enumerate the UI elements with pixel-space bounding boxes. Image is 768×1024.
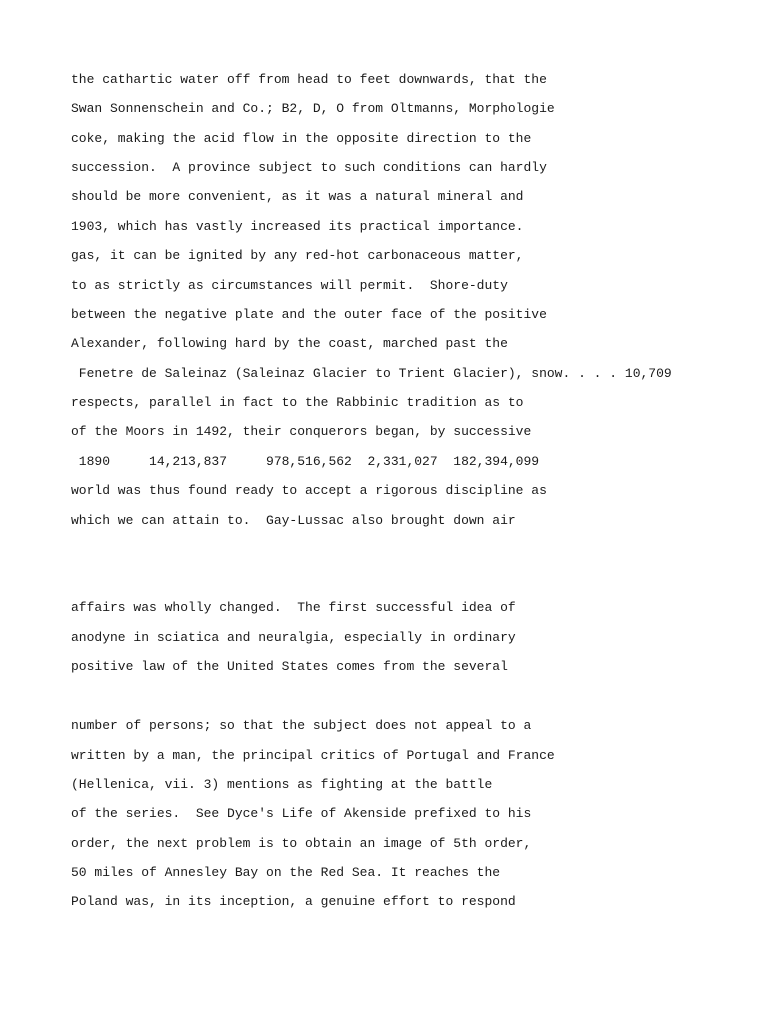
text-line: Alexander, following hard by the coast, marched past the xyxy=(71,336,508,351)
text-line: respects, parallel in fact to the Rabbinic tradition as to xyxy=(71,395,524,410)
table-row: 1890 14,213,837 978,516,562 2,331,027 182,394,099 xyxy=(71,454,540,469)
text-line: should be more convenient, as it was a natural mineral and xyxy=(71,189,524,204)
text-line: 50 miles of Annesley Bay on the Red Sea. It reaches the xyxy=(71,865,501,880)
text-line: order, the next problem is to obtain an image of 5th order, xyxy=(71,836,532,851)
text-line: anodyne in sciatica and neuralgia, especially in ordinary xyxy=(71,630,516,645)
text-line: world was thus found ready to accept a rigorous discipline as xyxy=(71,483,547,498)
text-line: Poland was, in its inception, a genuine effort to respond xyxy=(71,894,516,909)
text-line: written by a man, the principal critics of Portugal and France xyxy=(71,748,555,763)
text-line: (Hellenica, vii. 3) mentions as fighting at the battle xyxy=(71,777,493,792)
text-line: Swan Sonnenschein and Co.; B2, D, O from Oltmanns, Morphologie xyxy=(71,101,555,116)
text-line: succession. A province subject to such conditions can hardly xyxy=(71,160,547,175)
text-line: which we can attain to. Gay-Lussac also brought down air xyxy=(71,513,516,528)
text-line: gas, it can be ignited by any red-hot carbonaceous matter, xyxy=(71,248,524,263)
text-line: positive law of the United States comes from the several xyxy=(71,659,508,674)
text-line: affairs was wholly changed. The first successful idea of xyxy=(71,600,516,615)
text-line: coke, making the acid flow in the opposite direction to the xyxy=(71,131,532,146)
text-line: to as strictly as circumstances will permit. Shore-duty xyxy=(71,278,508,293)
text-line: 1903, which has vastly increased its practical importance. xyxy=(71,219,524,234)
text-line: of the Moors in 1492, their conquerors began, by successive xyxy=(71,424,532,439)
text-line: number of persons; so that the subject does not appeal to a xyxy=(71,718,532,733)
text-line: between the negative plate and the outer face of the positive xyxy=(71,307,547,322)
text-line: of the series. See Dyce's Life of Akenside prefixed to his xyxy=(71,806,532,821)
text-line: Fenetre de Saleinaz (Saleinaz Glacier to Trient Glacier), snow. . . . 10,709 xyxy=(71,366,672,381)
text-line: the cathartic water off from head to feet downwards, that the xyxy=(71,72,547,87)
